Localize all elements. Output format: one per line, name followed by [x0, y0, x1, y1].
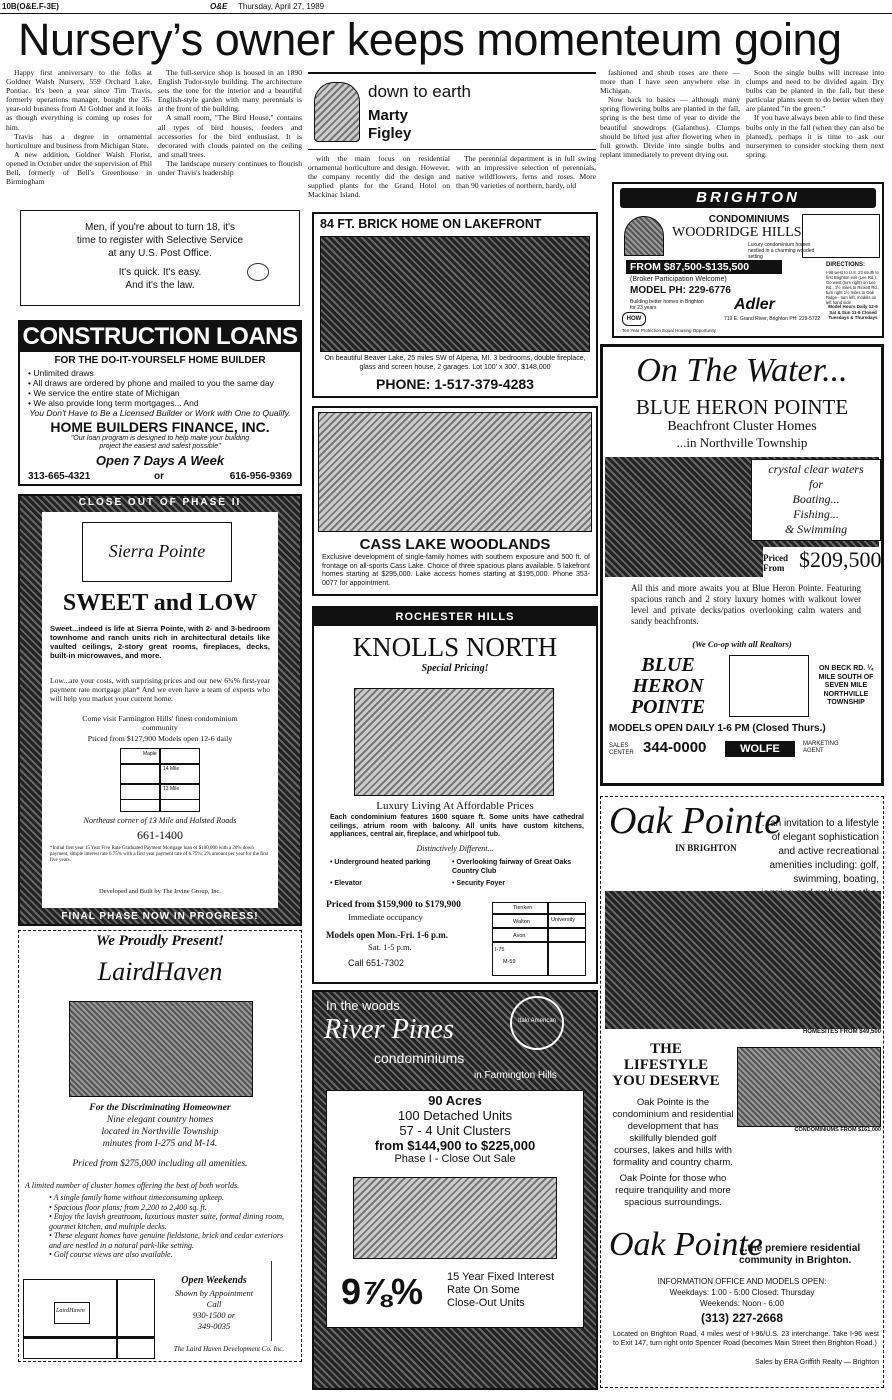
psa-line: time to register with Selective Service	[76, 235, 244, 246]
qualify-note: You Don't Have to Be a Licensed Builder or Work with One to Qualify.	[29, 408, 291, 418]
info-line: 90 Acres	[428, 1093, 482, 1108]
woodridge-logo: WOODRIDGE HILLS	[672, 225, 802, 240]
map-label: M-59	[503, 959, 516, 965]
heading-line: THE	[650, 1041, 682, 1057]
sierra-panel	[42, 512, 278, 908]
tagline-top: In the woods	[326, 998, 400, 1013]
feature-item: • We service the entire state of Michigan	[28, 388, 300, 398]
development-name: BLUE HERON POINTE	[635, 395, 849, 419]
type-label: CONDOMINIUMS	[708, 214, 790, 225]
phone-number: 930-1500 or	[192, 1310, 236, 1320]
ad-body: Sweet...indeed is life at Sierra Pointe, with 2- and 3-bedroom townhome and ranch units rich in architectural details like vaulted ceilings, 2-story great rooms, fireplaces, decks, built-in microwaves, and more.	[50, 624, 270, 660]
map-label: 14 Mile	[163, 766, 180, 772]
info-panel	[326, 1090, 584, 1328]
home-illustration	[353, 1177, 557, 1259]
price-panel	[763, 547, 881, 577]
headline: Nursery’s owner keeps momenteum going	[18, 14, 842, 65]
open-days: Open 7 Days A Week	[95, 453, 225, 468]
feature-item: • Spacious floor plans; from 2,200 to 2,400 sq. ft.	[49, 1203, 297, 1213]
map-label: Maple	[143, 751, 157, 757]
price: $209,500	[799, 547, 882, 572]
ad-body: Oak Pointe for those who require tranquility and more spacious surroundings.	[615, 1173, 731, 1208]
ad-description: Each condominium features 1600 square ft. Some units have cathedral ceilings, atrium room with balcony. All units have custom kitchens, appliances, central air, fireplace, and whirlpool tub.	[330, 814, 584, 838]
location-banner: ROCHESTER HILLS	[314, 608, 596, 626]
ad-line: minutes from I-275 and M-14.	[102, 1139, 218, 1149]
feature-text: Security Foyer	[456, 880, 506, 887]
logo-line: HERON	[632, 675, 704, 697]
logo-line: BLUE	[641, 654, 695, 676]
condos-price: CONDOMINIUMS FROM $161,000	[794, 1127, 881, 1133]
ad-body: Low...are your costs, with surprising prices and our new 6¾% first-year payment rate mortgage plan* And we even have a team of experts who will help you market your current home.	[50, 676, 270, 703]
info-line: 100 Detached Units	[397, 1108, 513, 1123]
adler-logo: Adler	[734, 296, 775, 313]
price-line: from $144,900 to $225,000	[374, 1138, 536, 1153]
map-road	[159, 749, 161, 811]
ad-headline: SWEET and LOW	[62, 590, 258, 616]
ad-line: For the Discriminating Homeowner	[89, 1103, 231, 1113]
cass-lake-ad	[312, 406, 598, 596]
mortgage-fine-print: *Initial first year 15 Year Five Rate Graduated Payment Mortgage loan of $100,000 with a 20% down payment, simple interest rate 6.75% with a first year payment rate of 6.75%; 2% amount per year for the first five years.	[50, 846, 269, 863]
heading-line: YOU DESERVE	[612, 1073, 720, 1089]
column-kicker: down to earth	[368, 82, 472, 101]
activities-panel	[751, 459, 881, 541]
map-label: University	[551, 917, 576, 923]
ad-body: Oak Pointe is the condominium and residential development that has skillfully blended golf courses, lakes and hills with formality and country charm.	[612, 1097, 734, 1168]
condo-illustration	[354, 688, 554, 796]
sierra-pointe-ad	[18, 494, 302, 926]
location-label: in Farmington Hills	[474, 1070, 557, 1081]
house-photo	[320, 236, 590, 352]
price-line: Priced from $275,000 including all amenities.	[72, 1159, 248, 1169]
activity-line: for	[808, 477, 823, 491]
model-hours: Model Hours Daily 12-6 Sat & Sun 11-6 Closed Tuesdays & Thursdays	[828, 304, 878, 320]
paragraph: The perennial department is in full swing with an impressive selection of perennials, native wildflowers, ferns and roses. More than 90 varieties of northern, hardy, old	[456, 154, 596, 191]
oak-pointe-logo: Oak Pointe	[609, 800, 782, 842]
ad-title: CONSTRUCTION LOANS	[20, 322, 300, 352]
feature-item: • These elegant homes have genuine fieldstone, brick and cedar exteriors and are nestled in a natural park-like setting.	[49, 1231, 297, 1250]
intro-text	[609, 817, 879, 901]
fine-print: "Our loan program is designed to help make your building project the easiest and safest possible"	[70, 435, 250, 450]
tagline: Luxury Living At Affordable Prices	[376, 800, 534, 812]
ad-title: CASS LAKE WOODLANDS	[359, 536, 551, 553]
company-name: HOME BUILDERS FINANCE, INC.	[50, 419, 270, 435]
model-phone: MODEL PH: 229-6776	[630, 285, 731, 296]
ad-title: 84 FT. BRICK HOME ON LAKEFRONT	[320, 217, 542, 231]
tree-logo-icon	[624, 216, 664, 256]
feature-item: • Elevator	[330, 880, 363, 887]
map-label: Avon	[513, 933, 526, 939]
oak-pointe-logo-bottom: Oak Pointe	[609, 1226, 763, 1263]
broker-note: (Broker Participation Welcome)	[630, 276, 727, 283]
paragraph: with the main focus on residential ornamental horticulture and design. However, the company recently did the design and supplied plants for the Grand Hotel on Mackinac Island.	[308, 154, 450, 200]
developer-credit: The Laird Haven Development Co. Inc.	[173, 1345, 285, 1353]
phone-number: 313-665-4321	[28, 471, 91, 482]
map-label: LairdHaven	[56, 1308, 85, 1314]
phone-number: 616-956-9369	[229, 471, 292, 482]
appointment-line: Shown by Appointment	[174, 1288, 254, 1298]
feature-text: Underground heated parking	[334, 859, 431, 866]
sales-center-label: SALES CENTER	[609, 743, 634, 756]
phone-number: 349-0035	[197, 1321, 231, 1331]
feature-list	[49, 1193, 297, 1260]
directions-text: I-96 west to U.S. 23 south to first Brighton exit (Lee Rd.). Go west (turn right) on Lee Rd., 1½ miles to Rickett Rd., turn right 1½ miles to Oak Ridge - turn left, models on left hand side	[826, 270, 880, 305]
how-logo: HOW	[622, 312, 646, 326]
oak-pointe-ad	[600, 796, 884, 1388]
brighton-banner: BRIGHTON	[620, 188, 876, 208]
agent-label: MARKETING AGENT	[803, 741, 839, 754]
wolfe-logo: WOLFE	[725, 741, 795, 757]
weekend-hours: Weekends: Noon - 6:00	[700, 1299, 784, 1308]
activity-line: Boating...	[792, 492, 840, 506]
activity-line: crystal clear waters	[768, 462, 864, 476]
location-text: Located on Brighton Road, 4 miles west of I-96/U.S. 23 interchange. Take I-96 west to Exit 147, turn right onto Spencer Road (becomes Main Street then Brighton Road.)	[613, 1331, 879, 1347]
rate-line: 15 Year Fixed Interest	[447, 1271, 555, 1283]
article-col-3	[308, 154, 450, 199]
rate-detail	[447, 1271, 577, 1310]
builder-tagline: Building better homes in Brighton for 23 years	[630, 299, 704, 311]
map-label: Tienken	[513, 905, 533, 911]
issue-date: Thursday, April 27, 1989	[238, 2, 325, 11]
location-map	[23, 1279, 155, 1359]
open-weekends: Open Weekends	[181, 1275, 247, 1286]
sat-hours: Sat. 1-5 p.m.	[368, 942, 412, 952]
map-label: 13 Mile	[163, 786, 180, 792]
map-road	[121, 783, 199, 785]
location-map	[492, 902, 586, 976]
column-header	[308, 72, 596, 150]
logo-line: POINTE	[630, 696, 706, 718]
lifestyle-heading	[601, 1041, 731, 1089]
seal-icon	[247, 263, 269, 281]
paragraph: Travis has a degree in ornamental horticulture and business from Michigan State.	[6, 131, 152, 150]
feature-item: • Underground heated parking	[330, 859, 431, 866]
intro-copy: ...an invitation to a lifestyle of elegant sophistication and active recreational amenities including: golf, swimming, boating,	[761, 818, 879, 885]
proud-header: We Proudly Present!	[95, 933, 225, 949]
models-hours: Models open Mon.-Fri. 1-6 p.m.	[326, 930, 448, 940]
paragraph: Now back to basics — although many spring flowering bulbs are planted in the fall, spring is the best time of year to divide the beautiful snowdrops (Galanthus). Clumps should be lifted just after flowering when in full growth. Divide into single bulbs and replant immediately to prevent drying out.	[600, 95, 740, 159]
laird-haven-ad	[18, 930, 302, 1362]
call-line: Call 651-7302	[348, 958, 405, 968]
paragraph: Happy first anniversary to the folks at Goldner Walsh Nursery, 559 Orchard Lake, Pontiac. It's been a year since Tim Travis, formerly operations manager, bought the 35-year-old business from Al Goldner and it looks as though everything is coming up roses for him.	[6, 68, 152, 132]
directions-title: DIRECTIONS:	[826, 262, 865, 268]
psa-line: at any U.S. Post Office.	[108, 248, 212, 259]
info-line: 57 - 4 Unit Clusters	[399, 1123, 511, 1138]
script-heading: On The Water...	[636, 352, 848, 389]
ad-description: On beautiful Beaver Lake, 25 miles SW of Alpena, MI. 3 bedrooms, double fireplace, glass and screen house, 2 garages. Lot 100' x 300'. $148,000	[324, 355, 586, 371]
sierra-logo: Sierra Pointe	[82, 522, 232, 582]
builder-address: 719 E. Grand River, Brighton PH: 229-5722	[724, 316, 821, 322]
home-illustration	[318, 412, 592, 532]
model-hours: MODELS OPEN DAILY 1-6 PM (Closed Thurs.)	[609, 723, 826, 734]
map-road	[116, 1280, 118, 1358]
phone-number: (313) 227-2668	[700, 1311, 784, 1325]
iris-illustration	[271, 1261, 297, 1341]
ad-body: All this and more awaits you at Blue Heron Pointe. Featuring spacious ranch and 2 story luxury homes with walkout lower level and private decks/patios overlooking calm waters and sandy beachfronts.	[631, 583, 861, 626]
phase-line: Phase I - Close Out Sale	[394, 1153, 516, 1165]
map-label: Walton	[513, 919, 530, 925]
feature-item: • A single family home without timeconsuming upkeep.	[49, 1193, 297, 1203]
interest-rate: 9⅞%	[341, 1271, 424, 1312]
feature-text: Overlooking fairway of Great Oaks Country Club	[452, 859, 572, 875]
builder-logo: Italo American	[510, 996, 564, 1050]
ad-line: located in Northville Township	[101, 1127, 219, 1137]
author-first: Marty	[368, 107, 409, 124]
blue-heron-logo	[613, 655, 723, 718]
phone-row	[20, 471, 300, 483]
river-pines-ad	[312, 990, 598, 1390]
feature-item: • All draws are ordered by phone and mailed to you the same day	[28, 378, 300, 388]
map-road	[493, 941, 585, 943]
activity-line: & Swimming	[784, 522, 848, 536]
location-map	[802, 214, 880, 258]
article-col-1	[6, 68, 152, 186]
map-road	[547, 903, 549, 975]
home-photo	[69, 1001, 253, 1097]
sales-credit: Sales by ERA Griffith Realty — Brighton	[755, 1359, 879, 1366]
article-col-6	[746, 68, 884, 159]
folio: 10B(O&E.F-3E)	[2, 2, 59, 11]
footer-note: Ten Year Protection Equal Housing Opportunity	[622, 328, 717, 333]
map-label: I-75	[495, 947, 505, 953]
price-line: Priced from $127,900 Models open 12-6 daily	[87, 734, 233, 743]
price-line: Priced from $159,900 to $179,900	[326, 900, 461, 910]
feature-item: • Overlooking fairway of Great Oaks Country Club	[452, 859, 572, 875]
ad-title: KNOLLS NORTH	[352, 632, 558, 662]
paragraph: If you have always been able to find these bulbs only in the fall (when they can also be planted), perhaps it is time to ask our nurserymen to consider stocking them next spring.	[746, 113, 884, 159]
feature-item: • Unlimited draws	[28, 368, 300, 378]
rate-line: Close-Out Units	[447, 1297, 525, 1309]
map-road	[121, 799, 199, 800]
contact-phone: PHONE: 1-517-379-4283	[376, 376, 534, 392]
final-phase-banner: FINAL PHASE NOW IN PROGRESS!	[61, 911, 259, 922]
river-pines-logo: River Pines	[324, 1014, 454, 1045]
occupancy-line: Immediate occupancy	[348, 912, 423, 922]
paragraph: The landscape nursery continues to flourish under Travis's leadership	[158, 158, 302, 178]
heading-line: LIFESTYLE	[623, 1057, 709, 1073]
feature-list	[28, 368, 300, 408]
psa-line: And it's the law.	[125, 280, 195, 291]
coop-note: (We Co-op with all Realtors)	[692, 639, 792, 649]
paragraph: Soon the single bulbs will increase into clumps and need to be divided again. Dry bulbs can be planted in the fall, but these particular plants seem to do better when they are planted "in the green."	[746, 68, 884, 114]
map-road	[493, 927, 585, 929]
paragraph: fashioned and shrub roses are there — more than I have seen anywhere else in Michigan.	[600, 68, 740, 96]
info-office: INFORMATION OFFICE AND MODELS OPEN:	[657, 1277, 827, 1286]
location: ...in Northville Township	[676, 435, 808, 450]
article-col-5	[600, 68, 740, 159]
paragraph: The full-service shop is housed in an 1890 English Tudor-style building. The architecture sets the tone for the interior and a beautiful English-style garden with many perennials is at the front of the building.	[158, 68, 302, 114]
sales-phone: 661-1400	[137, 828, 183, 842]
tagline: Luxury condominium homes nestled in a charming wooded setting	[748, 242, 815, 260]
limited-line: A limited number of cluster homes offering the best of both worlds.	[25, 1181, 240, 1190]
author-last: Figley	[368, 125, 412, 142]
condo-label: condominiums	[374, 1050, 465, 1066]
blue-heron-ad	[600, 344, 884, 786]
feature-item: • Enjoy the lavish greatroom, luxurious master suite, formal dining room, gourmet kitchen, and multiple decks.	[49, 1212, 297, 1231]
directions: ON BECK RD. ¼ MILE SOUTH OF SEVEN MILE NORTHVILLE TOWNSHIP	[818, 665, 874, 706]
call-label: Call	[206, 1299, 222, 1309]
condo-photo	[737, 1047, 881, 1127]
masthead	[0, 0, 892, 14]
weekday-hours: Weekdays: 1:00 - 5:00 Closed: Thursday	[669, 1288, 815, 1297]
map-road	[493, 913, 585, 915]
visit-line: Come visit Farmington Hills' finest condominium community	[82, 714, 238, 732]
feature-item: • Golf course views are also available.	[49, 1250, 297, 1260]
subtitle: Beachfront Cluster Homes	[667, 419, 817, 434]
location-map	[120, 748, 200, 812]
paragraph: A small room, "The Bird House," contains all types of bird houses, feeders and accessories for the bird enthusiast. It is decorated with clouds painted on the ceiling and small trees.	[158, 113, 302, 159]
columnist-photo	[314, 82, 360, 142]
rate-line: Rate On Some	[447, 1284, 520, 1296]
distinct-line: Distinctively Different...	[416, 844, 494, 853]
price-range: FROM $87,500-$135,500	[626, 260, 782, 274]
knolls-north-ad	[312, 606, 598, 984]
construction-loans-ad	[18, 320, 302, 486]
or-label: or	[154, 471, 164, 482]
location-map	[729, 655, 809, 717]
location-text: Northeast corner of 13 Mile and Halsted Roads	[83, 816, 237, 825]
psa-line: Men, if you're about to turn 18, it's	[84, 222, 235, 233]
feature-item: • We also provide long term mortgages... And	[28, 398, 300, 408]
map-road	[121, 763, 199, 765]
article-col-2	[158, 68, 302, 177]
feature-text: Elevator	[334, 880, 363, 887]
article-col-4	[456, 154, 596, 190]
homesites-price: HOMESITES FROM $49,500	[802, 1029, 881, 1035]
paragraph: A new addition, Goldner Walsh Florist, opened in October under the supervision of Phil Bell, formerly of Bell's Greenhouse in Birmingham	[6, 149, 152, 187]
in-brighton: IN BRIGHTON	[675, 843, 737, 853]
developer-credit: Developed and Built by The Irvine Group, Inc.	[98, 888, 222, 895]
woodridge-hills-ad	[612, 182, 884, 338]
psa-line: It's quick. It's easy.	[118, 267, 202, 278]
paper-name: O&E	[210, 2, 228, 11]
golf-photo	[605, 891, 881, 1029]
premier-line: ...the premiere residential community in Brighton.	[739, 1243, 861, 1266]
ad-subtitle: FOR THE DO-IT-YOURSELF HOME BUILDER	[54, 355, 266, 366]
activity-line: Fishing...	[793, 507, 839, 521]
feature-item: • Security Foyer	[452, 880, 506, 887]
ad-description: Exclusive development of single-family homes with southern exposure and 500 ft. of frontage on all-sports Cass Lake. Choice of three spacious plans available. 5 lakefront homes starting at $295,000. Lake access homes starting at $195,000. Phone 353-0077 for appointment.	[322, 554, 590, 587]
map-road	[24, 1336, 154, 1339]
lakefront-ad	[312, 212, 598, 398]
ad-line: Nine elegant country homes	[106, 1115, 214, 1125]
selective-service-ad	[20, 210, 300, 306]
lairdhaven-logo: LairdHaven	[97, 957, 223, 986]
phase-banner: CLOSE OUT OF PHASE II	[78, 497, 242, 508]
priced-label: Priced From	[763, 553, 788, 573]
special-pricing: Special Pricing!	[421, 663, 489, 674]
sales-phone: 344-0000	[643, 739, 707, 756]
